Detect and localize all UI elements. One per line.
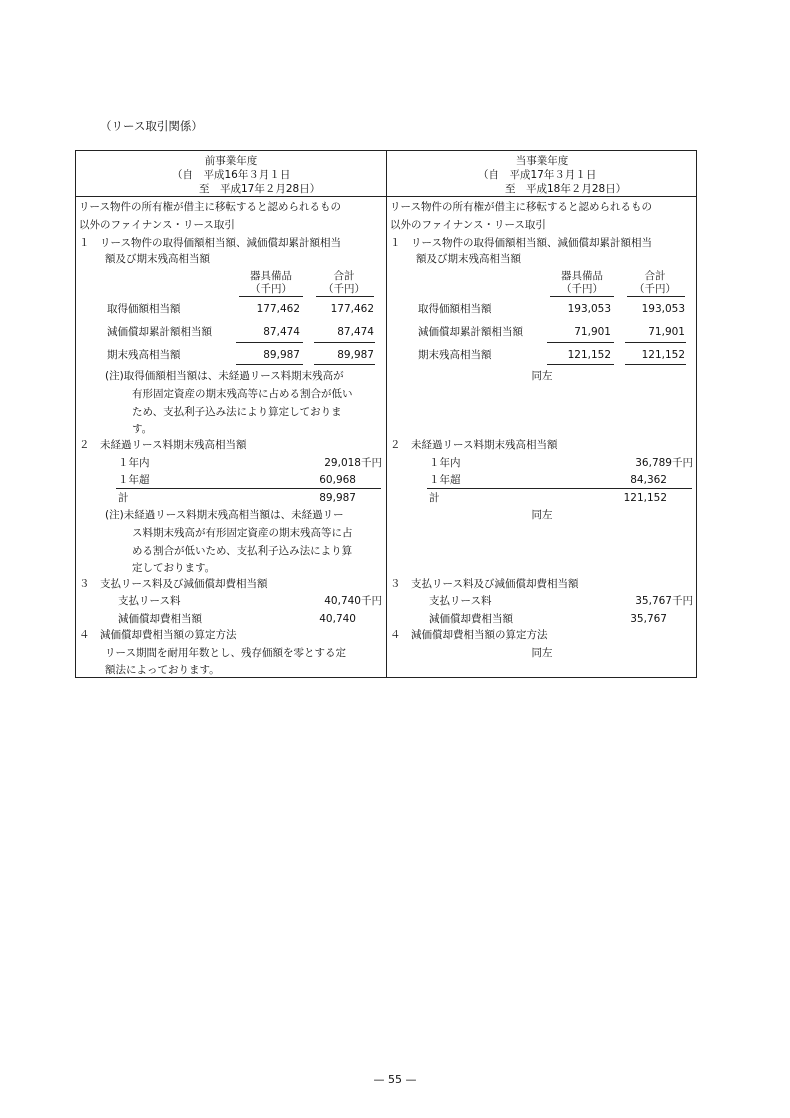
intro-text: リース物件の所有権が借主に移転すると認められるもの	[390, 201, 652, 213]
underline	[314, 364, 375, 365]
note-text: (注)未経過リース料期末残高相当額は、未経過リー	[105, 509, 344, 521]
period-title: 前事業年度	[204, 155, 258, 167]
item3-heading: ３ 支払リース料及び減価償却費相当額	[79, 578, 268, 590]
underline	[550, 296, 614, 297]
balance-label: １年超	[118, 474, 150, 486]
row-label: 減価償却累計額相当額	[107, 326, 212, 338]
expense-value: 35,767	[630, 613, 667, 625]
underline	[116, 488, 381, 489]
expense-label: 減価償却費相当額	[118, 613, 202, 625]
item2-heading: ２ 未経過リース料期末残高相当額	[390, 439, 558, 451]
intro-text: 以外のファイナンス・リース取引	[79, 219, 235, 231]
unit-label: （千円）	[323, 283, 365, 295]
row-value: 193,053	[567, 303, 611, 315]
current-period-column	[387, 151, 697, 677]
underline	[625, 364, 686, 365]
column-header: 合計	[644, 270, 666, 282]
row-value: 89,987	[337, 349, 374, 361]
previous-period-column	[76, 151, 386, 677]
balance-value: 29,018千円	[324, 457, 382, 469]
balance-value: 84,362	[630, 474, 667, 486]
item1-heading: 額及び期末残高相当額	[416, 253, 521, 265]
row-label: 期末残高相当額	[107, 349, 181, 361]
note-text: す。	[132, 423, 153, 435]
unit-label: （千円）	[250, 283, 292, 295]
note-text: (注)取得価額相当額は、未経過リース料期末残高が	[105, 370, 344, 382]
total-value: 121,152	[623, 492, 667, 504]
row-value: 121,152	[567, 349, 611, 361]
page-number: — 55 —	[373, 1073, 417, 1086]
row-label: 減価償却累計額相当額	[418, 326, 523, 338]
unit-label: （千円）	[561, 283, 603, 295]
period-to: 至 平成17年２月28日）	[199, 183, 321, 195]
row-value: 193,053	[641, 303, 685, 315]
expense-value: 35,767千円	[635, 595, 693, 607]
expense-label: 支払リース料	[429, 595, 492, 607]
expense-label: 支払リース料	[118, 595, 181, 607]
total-label: 計	[429, 492, 440, 504]
period-from: （自 平成16年３月１日	[172, 169, 291, 181]
underline	[236, 364, 303, 365]
underline	[427, 488, 692, 489]
underline	[236, 342, 303, 343]
period-title: 当事業年度	[515, 155, 569, 167]
note-text: める割合が低いため、支払利子込み法により算	[132, 545, 353, 557]
note-text: 定しております。	[132, 562, 216, 574]
row-value: 87,474	[263, 326, 300, 338]
expense-value: 40,740千円	[324, 595, 382, 607]
expense-label: 減価償却費相当額	[429, 613, 513, 625]
expense-value: 40,740	[319, 613, 356, 625]
row-value: 177,462	[256, 303, 300, 315]
row-value: 177,462	[330, 303, 374, 315]
note-text: 有形固定資産の期末残高等に占める割合が低い	[132, 388, 353, 400]
column-header: 器具備品	[250, 270, 292, 282]
balance-value: 36,789千円	[635, 457, 693, 469]
same-as-left-note: 同左	[531, 370, 553, 382]
item4-text: リース期間を耐用年数とし、残存価額を零とする定	[105, 647, 346, 659]
item1-heading: １ リース物件の取得価額相当額、減価償却累計額相当	[390, 237, 652, 249]
balance-label: １年内	[429, 457, 461, 469]
row-value: 71,901	[648, 326, 685, 338]
item1-heading: 額及び期末残高相当額	[105, 253, 210, 265]
item2-heading: ２ 未経過リース料期末残高相当額	[79, 439, 247, 451]
item4-heading: ４ 減価償却費相当額の算定方法	[390, 629, 548, 641]
row-label: 期末残高相当額	[418, 349, 492, 361]
item4-text: 額法によっております。	[105, 664, 220, 676]
same-as-left-note: 同左	[531, 647, 553, 659]
underline	[547, 342, 614, 343]
item1-heading: １ リース物件の取得価額相当額、減価償却累計額相当	[79, 237, 341, 249]
row-value: 71,901	[574, 326, 611, 338]
row-value: 89,987	[263, 349, 300, 361]
row-label: 取得価額相当額	[107, 303, 181, 315]
intro-text: 以外のファイナンス・リース取引	[390, 219, 546, 231]
underline	[316, 296, 374, 297]
column-header: 器具備品	[561, 270, 603, 282]
column-header: 合計	[333, 270, 355, 282]
balance-value: 60,968	[319, 474, 356, 486]
item3-heading: ３ 支払リース料及び減価償却費相当額	[390, 578, 579, 590]
balance-label: １年内	[118, 457, 150, 469]
total-label: 計	[118, 492, 129, 504]
underline	[239, 296, 303, 297]
intro-text: リース物件の所有権が借主に移転すると認められるもの	[79, 201, 341, 213]
note-text: ス料期末残高が有形固定資産の期末残高等に占	[132, 527, 353, 539]
row-value: 87,474	[337, 326, 374, 338]
total-value: 89,987	[319, 492, 356, 504]
section-title: （リース取引関係）	[100, 119, 203, 133]
underline	[314, 342, 375, 343]
row-value: 121,152	[641, 349, 685, 361]
note-text: ため、支払利子込み法により算定しておりま	[132, 406, 342, 418]
period-to: 至 平成18年２月28日）	[505, 183, 627, 195]
unit-label: （千円）	[634, 283, 676, 295]
underline	[547, 364, 614, 365]
same-as-left-note: 同左	[531, 509, 553, 521]
underline	[625, 342, 686, 343]
lease-table	[75, 150, 697, 678]
row-label: 取得価額相当額	[418, 303, 492, 315]
period-from: （自 平成17年３月１日	[478, 169, 597, 181]
underline	[627, 296, 685, 297]
item4-heading: ４ 減価償却費相当額の算定方法	[79, 629, 237, 641]
balance-label: １年超	[429, 474, 461, 486]
